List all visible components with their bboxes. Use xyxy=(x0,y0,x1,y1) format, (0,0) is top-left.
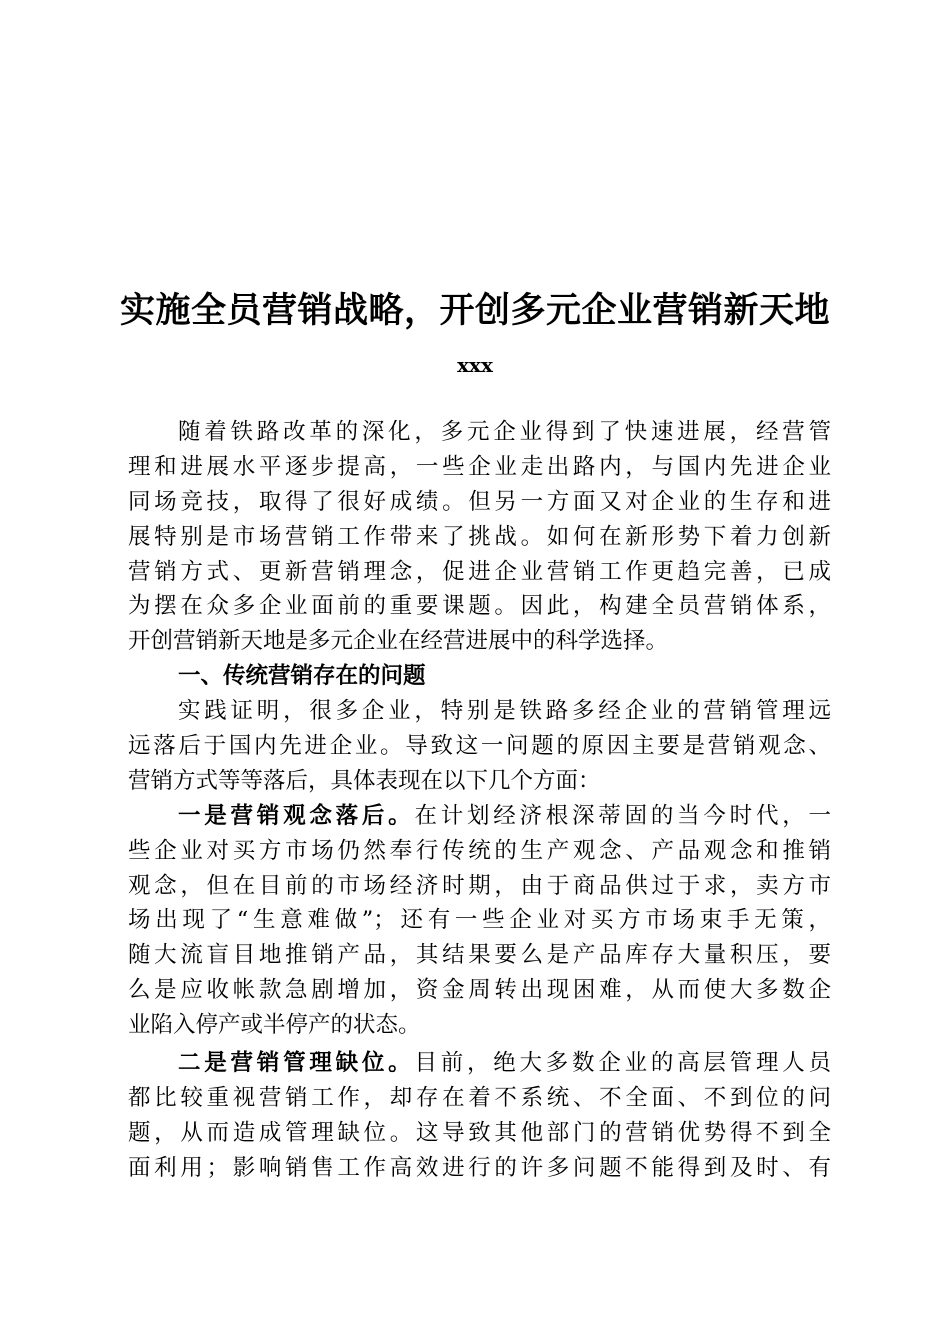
line-text: 开创营销新天地是多元企业在经营进展中的科学选择。 xyxy=(128,628,669,655)
document-title: 实施全员营销战略，开创多元企业营销新天地 xyxy=(119,290,830,331)
section-heading xyxy=(128,659,831,694)
line-text: 实践证明，很多企业，特别是铁路多经企业的营销管理远 xyxy=(178,698,831,725)
line-text: 随着铁路改革的深化，多元企业得到了快速进展，经营管 xyxy=(178,419,831,445)
line-text: 展特别是市场营销工作带来了挑战。如何在新形势下着力创新 xyxy=(128,523,831,550)
text-line xyxy=(128,555,831,590)
line-text: 题，从而造成管理缺位。这导致其他部门的营销优势得不到全 xyxy=(128,1119,831,1146)
line-text: 场出现了“生意难做”；还有一些企业对买方市场束手无策， xyxy=(128,907,831,934)
line-text: 业陷入停产或半停产的状态。 xyxy=(128,1012,421,1039)
document-body xyxy=(128,415,831,1186)
text-line xyxy=(128,589,831,624)
line-text: 目前，绝大多数企业的高层管理人员 xyxy=(414,1050,831,1077)
line-text: 营销方式等等落后，具体表现在以下几个方面： xyxy=(128,767,601,794)
text-line xyxy=(128,903,831,938)
text-line xyxy=(128,973,831,1008)
line-text: 都比较重视营销工作，却存在着不系统、不全面、不到位的问 xyxy=(128,1084,831,1111)
text-line xyxy=(128,485,831,520)
line-text: 观念，但在目前的市场经济时期，由于商品供过于求，卖方市 xyxy=(128,872,831,899)
text-line xyxy=(128,764,831,799)
text-line xyxy=(128,938,831,973)
line-text: 么是应收帐款急剧增加，资金周转出现困难，从而使大多数企 xyxy=(128,977,831,1004)
text-line xyxy=(128,694,831,729)
line-text: 远落后于国内先进企业。导致这一问题的原因主要是营销观念、 xyxy=(128,733,831,760)
text-line xyxy=(128,520,831,555)
text-line xyxy=(128,1046,831,1081)
line-text: 面利用；影响销售工作高效进行的许多问题不能得到及时、有 xyxy=(128,1154,831,1181)
text-line xyxy=(128,1151,831,1186)
text-line xyxy=(128,799,831,834)
text-line xyxy=(128,1116,831,1151)
document-author: xxx xyxy=(457,353,493,377)
line-text: 同场竞技，取得了很好成绩。但另一方面又对企业的生存和进 xyxy=(128,488,831,515)
text-line xyxy=(128,415,831,450)
line-text: 营销方式、更新营销理念，促进企业营销工作更趋完善，已成 xyxy=(128,558,831,585)
text-line xyxy=(128,1008,831,1043)
text-line xyxy=(128,729,831,764)
line-text: 随大流盲目地推销产品，其结果要么是产品库存大量积压，要 xyxy=(128,942,831,969)
text-line xyxy=(128,450,831,485)
line-text: 在计划经济根深蒂固的当今时代，一 xyxy=(414,802,831,829)
line-text: 理和进展水平逐步提高，一些企业走出路内，与国内先进企业 xyxy=(128,453,831,480)
bold-lead-phrase: 一是营销观念落后。 xyxy=(178,802,415,829)
text-line xyxy=(128,869,831,904)
line-text: 一、传统营销存在的问题 xyxy=(178,663,426,690)
text-line xyxy=(128,624,831,659)
line-text: 些企业对买方市场仍然奉行传统的生产观念、产品观念和推销 xyxy=(128,837,831,864)
bold-lead-phrase: 二是营销管理缺位。 xyxy=(178,1050,415,1077)
line-text: 为摆在众多企业面前的重要课题。因此，构建全员营销体系， xyxy=(128,593,831,620)
text-line xyxy=(128,1081,831,1116)
text-line xyxy=(128,834,831,869)
